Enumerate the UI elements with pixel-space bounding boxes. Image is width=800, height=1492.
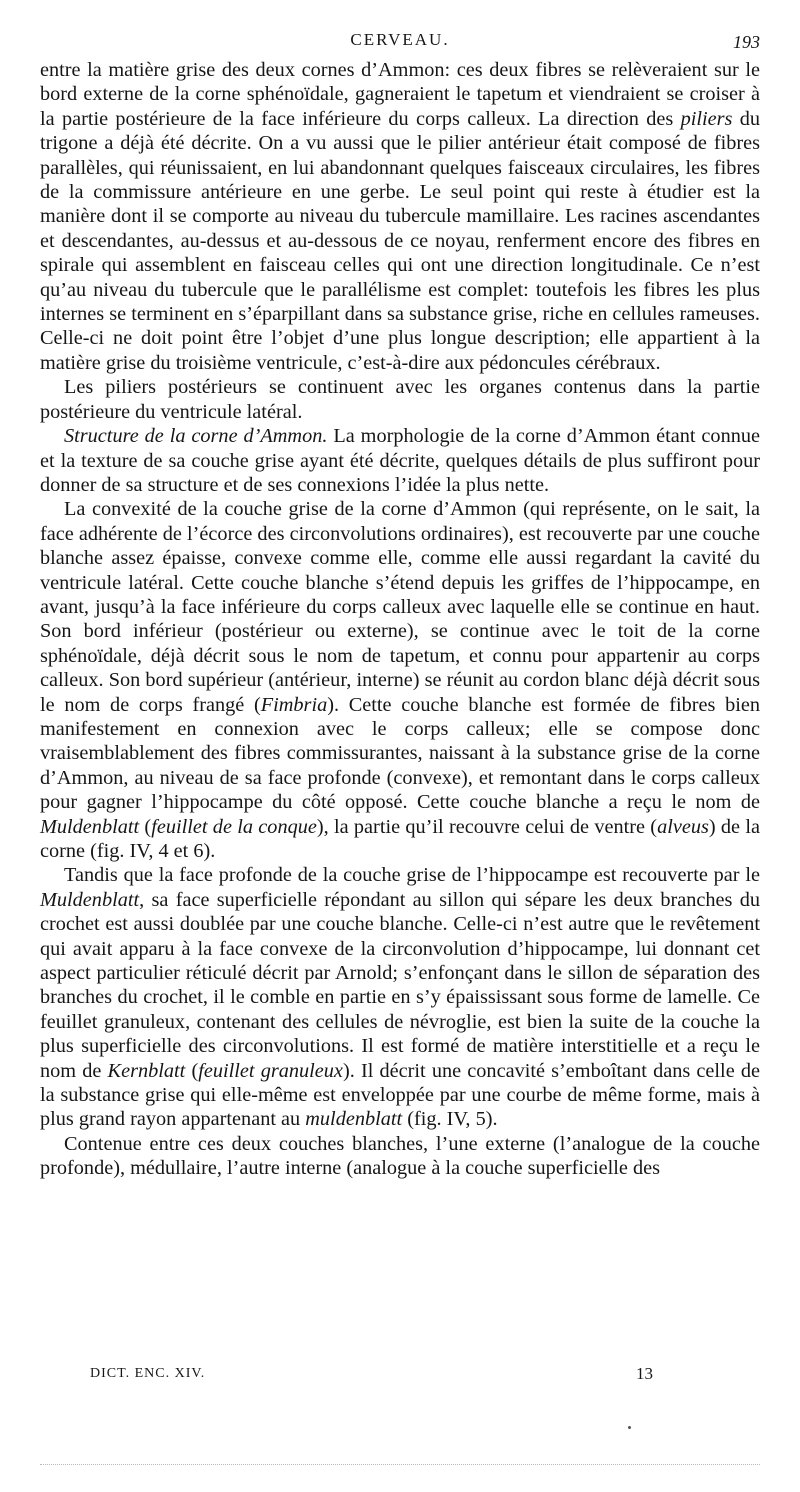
italic-text: muldenblatt — [305, 1108, 403, 1131]
text-run: , sa face superficielle répondant au sillon qui sépare les deux branches du crochet est aussi doublée par une couche blanche. Celle-ci n’est autre que le revêtement qui avait apparu à la face convexe de la circonvolution d’hippocampe, lui donnant cet aspect particulier réticulé décrit par Arnold; s’enfonçant dans le sillon de séparation des branches du crochet, il le comble en partie en s’y épaississant sous forme de lamelle. Ce feuillet granuleux, contenant des cellules de névroglie, est bien la suite de la couche la plus superficielle des circonvolutions. Il est formé de matière interstitielle et a reçu le nom de — [40, 888, 760, 1082]
text-run: ). Il décrit une concavité s’emboîtant dans celle de la substance grise qui elle-même est enveloppée par une courbe de même forme, mais à plus grand rayon appartenant au — [40, 1059, 761, 1131]
text-run: Les piliers postérieurs se continuent avec les organes contenus dans la partie postérieure du ventricule latéral. — [40, 376, 760, 423]
italic-text: feuillet granuleux — [198, 1059, 343, 1082]
text-run: Tandis que la face profonde de la couche grise de l’hippocampe est recouverte par le — [64, 864, 760, 887]
text-run: ) de la corne (fig. IV, 4 et 6). — [40, 815, 760, 862]
running-title: CERVEAU. — [350, 30, 450, 49]
footer-sheet-number: 13 — [636, 1364, 653, 1383]
scan-edge-rule — [40, 1464, 760, 1465]
text-run: ), la partie qu’il recouvre celui de ventre ( — [316, 815, 658, 838]
italic-text: Muldenblatt — [40, 815, 140, 838]
paragraph — [40, 1132, 760, 1181]
footer-signature: DICT. ENC. XIV. — [90, 1366, 206, 1381]
italic-text: Structure de la corne d’Ammon. — [64, 425, 328, 448]
paragraph — [40, 863, 760, 1131]
running-header — [40, 30, 760, 56]
italic-text: alveus — [657, 815, 709, 838]
text-run: entre la matière grise des deux cornes d’Ammon: ces deux fibres se relèveraient sur le bord externe de la corne sphénoïdale, gagneraient le tapetum et viendraient se croiser à la partie postérieure de la face inférieure du corps calleux. La direction des — [40, 59, 760, 130]
body-text — [40, 58, 760, 1181]
text-run: du trigone a déjà été décrite. On a vu aussi que le pilier antérieur était composé de fibres parallèles, qui réunissaient, en lui abandonnant quelques faisceaux circulaires, les fibres de la commissure antérieure en une gerbe. Le seul point qui reste à étudier est la manière dont il se comporte au niveau du tubercule mamillaire. Les racines ascendantes et descendantes, au-dessus et au-dessous de ce noyau, renferment encore des fibres en spirale qui assemblent en faisceau celles qui ont une direction longitudinale. Ce n’est qu’au niveau du tubercule que le parallélisme est complet: toutefois les fibres les plus internes se terminent en s’éparpillant dans sa substance grise, riche en cellules rameuses. Celle-ci ne doit point être l’objet d’une plus longue description; elle appartient à la matière grise du troisième ventricule, c’est-à-dire aux pédoncules cérébraux. — [40, 107, 760, 374]
text-run: La convexité de la couche grise de la corne d’Ammon (qui représente, on le sait, la face adhérente de l’écorce des circonvolutions ordinaires), est recouverte par une couche blanche assez épaisse, convexe comme elle, comme elle aussi regardant la cavité du ventricule latéral. Cette couche blanche s’étend depuis les griffes de l’hippocampe, en avant, jusqu’à la face inférieure du corps calleux avec laquelle elle se continue en haut. Son bord inférieur (postérieur ou externe), se continue avec le toit de la corne sphénoïdale, déjà décrit sous le nom de tapetum, et connu pour appartenir au corps calleux. Son bord supérieur (antérieur, interne) se réunit au cordon blanc déjà décrit sous le nom de corps frangé ( — [40, 498, 760, 716]
text-run: ( — [139, 815, 152, 838]
paragraph — [40, 497, 760, 863]
text-run: ( — [185, 1059, 199, 1082]
text-run: Contenue entre ces deux couches blanches, l’une externe (l’analogue de la couche profonde), médullaire, l’autre interne (analogue à la couche superficielle des — [40, 1132, 760, 1180]
text-run: La morphologie de la corne d’Ammon étant connue et la texture de sa couche grise ayant été décrite, quelques détails de plus suffiront pour donner de sa structure et de ses connexions l’idée la plus nette. — [40, 425, 760, 496]
text-run: (fig. IV, 5). — [402, 1108, 498, 1131]
italic-text: feuillet de la conque — [151, 815, 317, 838]
italic-text: Muldenblatt — [40, 888, 140, 911]
italic-text: piliers — [680, 107, 733, 130]
paragraph — [40, 375, 760, 424]
print-speck — [628, 1426, 631, 1429]
paragraph — [40, 58, 760, 375]
italic-text: Kernblatt — [107, 1059, 186, 1082]
italic-text: Fimbria — [260, 693, 328, 716]
page-number: 193 — [733, 32, 760, 52]
paragraph — [40, 424, 760, 497]
text-run: ). Cette couche blanche est formée de fibres bien manifestement en connexion avec le corps calleux; elle se compose donc vraisemblablement des fibres commissurantes, naissant à la substance grise de la corne d’Ammon, au niveau de sa face profonde (convexe), et remontant dans le corps calleux pour gagner l’hippocampe du côté opposé. Cette couche blanche a reçu le nom de — [40, 693, 760, 814]
